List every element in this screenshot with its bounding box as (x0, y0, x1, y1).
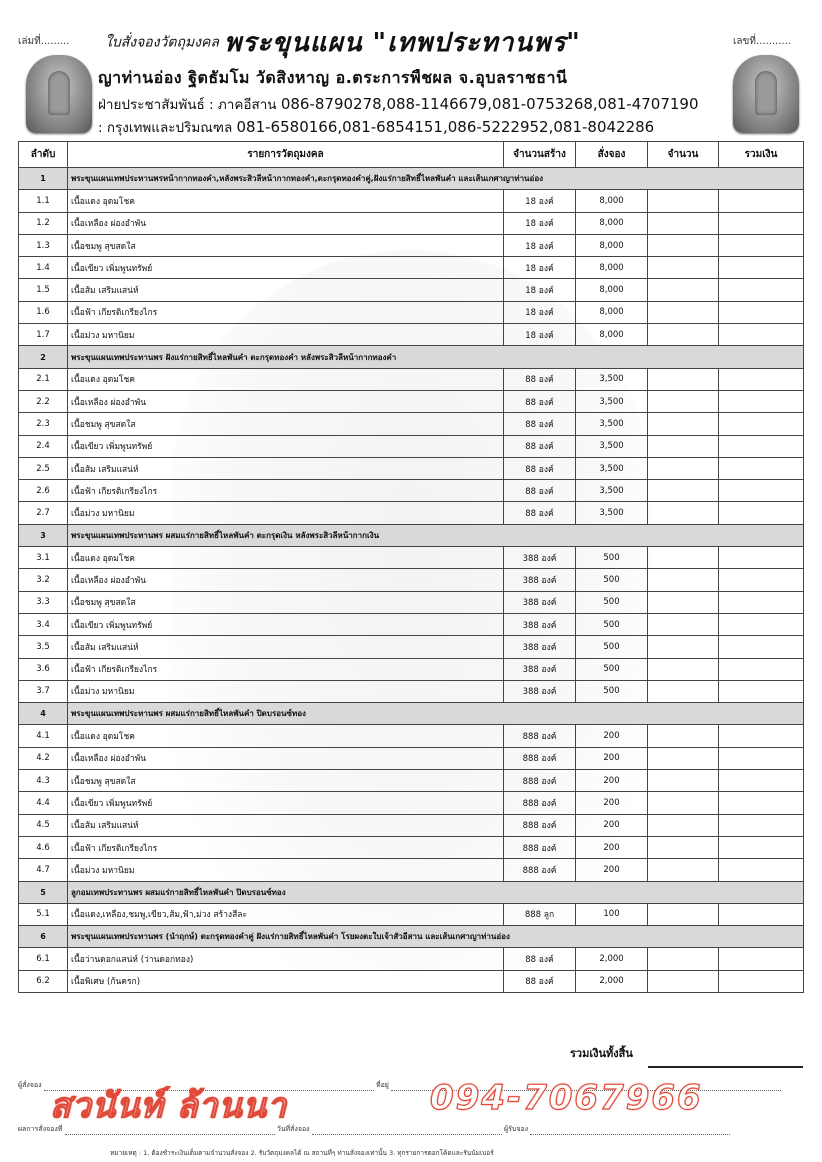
item-row (19, 234, 804, 256)
item-row (19, 257, 804, 279)
contact-bangkok-label: : กรุงเทพและปริมณฑล (98, 120, 233, 136)
item-price: 8,000 (576, 257, 648, 279)
item-name: เนื้อแดง อุดมโชค (68, 190, 504, 212)
item-price: 8,000 (576, 324, 648, 346)
section-title: พระขุนแผนเทพประทานพร (นำฤกษ์) ตะกรุดทองคำคู่ ฝังแร่กายสิทธิ์ไหลพันคำ โรยผงตะใบเจ้าสัวอีสาน และเส้นเกศาญาท่านอ่อง (68, 926, 804, 948)
section-row (19, 346, 804, 368)
item-total-field[interactable] (719, 190, 804, 212)
serial-number: เลขที่........... (733, 36, 791, 47)
item-order-qty-field[interactable] (648, 435, 719, 457)
item-number: 2.4 (19, 435, 68, 457)
order-table (18, 141, 804, 993)
item-total-field[interactable] (719, 747, 804, 769)
item-number: 4.7 (19, 859, 68, 881)
item-name: เนื้อม่วง มหานิยม (68, 680, 504, 702)
item-row (19, 770, 804, 792)
item-name: เนื้อพิเศษ (ก้นครก) (68, 970, 504, 992)
item-total-field[interactable] (719, 836, 804, 858)
item-created-qty: 888 ลูก (504, 903, 576, 925)
item-order-qty-field[interactable] (648, 212, 719, 234)
item-total-field[interactable] (719, 390, 804, 412)
item-number: 1.4 (19, 257, 68, 279)
section-title: พระขุนแผนเทพประทานพร ฝังแร่กายสิทธิ์ไหลพันคำ ตะกรุดทองคำ หลังพระสิวลีหน้ากากทองคำ (68, 346, 804, 368)
item-row (19, 948, 804, 970)
item-total-field[interactable] (719, 480, 804, 502)
receiver-field[interactable] (530, 1126, 730, 1135)
item-total-field[interactable] (719, 547, 804, 569)
section-title: พระขุนแผนเทพประทานพร ผสมแร่กายสิทธิ์ไหลพันคำ ตะกรุดเงิน หลังพระสิวลีหน้ากากเงิน (68, 524, 804, 546)
item-price: 500 (576, 591, 648, 613)
item-total-field[interactable] (719, 770, 804, 792)
item-name: เนื้อเขียว เพิ่มพูนทรัพย์ (68, 257, 504, 279)
item-price: 500 (576, 569, 648, 591)
item-row (19, 457, 804, 479)
item-order-qty-field[interactable] (648, 569, 719, 591)
item-price: 200 (576, 814, 648, 836)
item-created-qty: 88 องค์ (504, 948, 576, 970)
item-total-field[interactable] (719, 279, 804, 301)
item-number: 2.5 (19, 457, 68, 479)
item-total-field[interactable] (719, 948, 804, 970)
item-created-qty: 88 องค์ (504, 368, 576, 390)
item-order-qty-field[interactable] (648, 658, 719, 680)
item-created-qty: 88 องค์ (504, 502, 576, 524)
item-created-qty: 888 องค์ (504, 859, 576, 881)
item-order-qty-field[interactable] (648, 814, 719, 836)
item-created-qty: 388 องค์ (504, 658, 576, 680)
section-title: พระขุนแผนเทพประทานพรหน้ากากทองคำ,หลังพระสิวลีหน้ากากทองคำ,ตะกรุดทองคำคู่,ฝังแร่กายสิทธิ์ไหลพันคำ และเส้นเกศาญาท่านอ่อง (68, 168, 804, 190)
item-total-field[interactable] (719, 212, 804, 234)
item-order-qty-field[interactable] (648, 390, 719, 412)
item-number: 5.1 (19, 903, 68, 925)
item-created-qty: 18 องค์ (504, 324, 576, 346)
item-order-qty-field[interactable] (648, 234, 719, 256)
item-order-qty-field[interactable] (648, 725, 719, 747)
item-name: เนื้อเหลือง ผ่องอำพัน (68, 747, 504, 769)
section-row (19, 881, 804, 903)
item-name: เนื้อเขียว เพิ่มพูนทรัพย์ (68, 613, 504, 635)
item-number: 3.5 (19, 636, 68, 658)
footnote: หมายเหตุ : 1. ต้องชำระเงินเต็มตามจำนวนสั่งจอง 2. รับวัตถุมงคลได้ ณ สถานที่ๆ ท่านสั่งจองเท่านั้น 3. ทุกรายการตอกโค้ดและรันนัมเบอร์ (110, 1149, 494, 1157)
item-created-qty: 18 องค์ (504, 234, 576, 256)
item-row (19, 301, 804, 323)
item-created-qty: 18 องค์ (504, 212, 576, 234)
item-total-field[interactable] (719, 970, 804, 992)
item-row (19, 680, 804, 702)
item-row (19, 814, 804, 836)
item-created-qty: 18 องค์ (504, 257, 576, 279)
item-order-qty-field[interactable] (648, 948, 719, 970)
item-created-qty: 888 องค์ (504, 814, 576, 836)
item-order-qty-field[interactable] (648, 368, 719, 390)
item-total-field[interactable] (719, 502, 804, 524)
item-total-field[interactable] (719, 457, 804, 479)
item-name: เนื้อว่านดอกแสน่ห์ (ว่านดอกทอง) (68, 948, 504, 970)
item-order-qty-field[interactable] (648, 591, 719, 613)
item-row (19, 903, 804, 925)
item-created-qty: 388 องค์ (504, 591, 576, 613)
contact-bangkok (98, 116, 654, 138)
item-number: 3.7 (19, 680, 68, 702)
item-row (19, 658, 804, 680)
item-name: เนื้อฟ้า เกียรติเกรียงไกร (68, 658, 504, 680)
item-order-qty-field[interactable] (648, 480, 719, 502)
item-order-qty-field[interactable] (648, 836, 719, 858)
item-total-field[interactable] (719, 859, 804, 881)
item-row (19, 725, 804, 747)
item-row (19, 368, 804, 390)
item-name: เนื้อชมพู สุขสดใส (68, 413, 504, 435)
item-order-qty-field[interactable] (648, 257, 719, 279)
item-created-qty: 388 องค์ (504, 680, 576, 702)
item-price: 500 (576, 547, 648, 569)
section-number: 3 (19, 524, 68, 546)
header-order-price: สั่งจอง (576, 142, 648, 168)
item-created-qty: 88 องค์ (504, 457, 576, 479)
item-price: 2,000 (576, 970, 648, 992)
item-order-qty-field[interactable] (648, 413, 719, 435)
item-name: เนื้อชมพู สุขสดใส (68, 234, 504, 256)
item-name: เนื้อแดง อุดมโชค (68, 725, 504, 747)
item-total-field[interactable] (719, 257, 804, 279)
item-created-qty: 888 องค์ (504, 770, 576, 792)
item-total-field[interactable] (719, 725, 804, 747)
item-total-field[interactable] (719, 680, 804, 702)
section-number: 6 (19, 926, 68, 948)
item-row (19, 569, 804, 591)
item-number: 2.1 (19, 368, 68, 390)
item-price: 3,500 (576, 502, 648, 524)
shop-watermark-phone: 094-7067966 (430, 1078, 703, 1118)
item-order-qty-field[interactable] (648, 301, 719, 323)
item-total-field[interactable] (719, 903, 804, 925)
section-number: 1 (19, 168, 68, 190)
item-order-qty-field[interactable] (648, 747, 719, 769)
item-row (19, 435, 804, 457)
item-order-qty-field[interactable] (648, 859, 719, 881)
amulet-back-image (733, 55, 799, 133)
item-order-qty-field[interactable] (648, 457, 719, 479)
item-created-qty: 388 องค์ (504, 569, 576, 591)
item-price: 8,000 (576, 301, 648, 323)
item-order-qty-field[interactable] (648, 279, 719, 301)
item-name: เนื้อชมพู สุขสดใส (68, 591, 504, 613)
item-name: เนื้อชมพู สุขสดใส (68, 770, 504, 792)
section-row (19, 926, 804, 948)
amulet-front-image (26, 55, 92, 133)
item-number: 2.2 (19, 390, 68, 412)
item-total-field[interactable] (719, 301, 804, 323)
item-created-qty: 88 องค์ (504, 480, 576, 502)
item-name: เนื้อเขียว เพิ่มพูนทรัพย์ (68, 435, 504, 457)
item-price: 3,500 (576, 457, 648, 479)
item-number: 4.1 (19, 725, 68, 747)
item-name: เนื้อเหลือง ผ่องอำพัน (68, 390, 504, 412)
item-price: 500 (576, 613, 648, 635)
item-total-field[interactable] (719, 234, 804, 256)
orderer-label: ผู้สั่งจอง (18, 1081, 42, 1089)
header-item: รายการวัตถุมงคล (68, 142, 504, 168)
form-title: ใบสั่งจองวัตถุมงคล (105, 34, 219, 51)
item-price: 200 (576, 747, 648, 769)
item-number: 1.2 (19, 212, 68, 234)
item-order-qty-field[interactable] (648, 903, 719, 925)
item-name: เนื้อส้ม เสริมแสน่ห์ (68, 636, 504, 658)
item-price: 8,000 (576, 190, 648, 212)
item-price: 8,000 (576, 212, 648, 234)
item-price: 500 (576, 636, 648, 658)
section-row (19, 524, 804, 546)
item-total-field[interactable] (719, 569, 804, 591)
header-index: ลำดับ (19, 142, 68, 168)
item-price: 3,500 (576, 368, 648, 390)
header-created: จำนวนสร้าง (504, 142, 576, 168)
section-row (19, 168, 804, 190)
grand-total-field[interactable] (648, 1066, 803, 1068)
item-order-qty-field[interactable] (648, 792, 719, 814)
item-total-field[interactable] (719, 591, 804, 613)
item-row (19, 859, 804, 881)
contact-northeast (98, 93, 699, 115)
item-created-qty: 88 องค์ (504, 970, 576, 992)
item-number: 3.1 (19, 547, 68, 569)
receiver-label: ผู้รับจอง (504, 1125, 529, 1133)
shop-watermark-name: สวนันท์ ล้านนา (50, 1086, 288, 1126)
item-number: 2.3 (19, 413, 68, 435)
item-name: เนื้อส้ม เสริมแสน่ห์ (68, 457, 504, 479)
item-created-qty: 888 องค์ (504, 725, 576, 747)
item-price: 3,500 (576, 480, 648, 502)
item-name: เนื้อฟ้า เกียรติเกรียงไกร (68, 836, 504, 858)
item-row (19, 613, 804, 635)
amulet-name: พระขุนแผน "เทพประทานพร" (224, 28, 581, 58)
item-order-qty-field[interactable] (648, 636, 719, 658)
item-price: 8,000 (576, 234, 648, 256)
item-row (19, 547, 804, 569)
contact-northeast-label: ฝ่ายประชาสัมพันธ์ : ภาคอีสาน (98, 97, 277, 113)
item-price: 2,000 (576, 948, 648, 970)
item-total-field[interactable] (719, 368, 804, 390)
item-row (19, 190, 804, 212)
item-row (19, 970, 804, 992)
item-number: 4.3 (19, 770, 68, 792)
item-number: 3.4 (19, 613, 68, 635)
item-order-qty-field[interactable] (648, 324, 719, 346)
item-price: 8,000 (576, 279, 648, 301)
section-row (19, 703, 804, 725)
item-total-field[interactable] (719, 413, 804, 435)
item-created-qty: 18 องค์ (504, 301, 576, 323)
grand-total-label: รวมเงินทั้งสิ้น (570, 1047, 633, 1060)
item-number: 4.2 (19, 747, 68, 769)
item-price: 500 (576, 658, 648, 680)
item-price: 500 (576, 680, 648, 702)
item-row (19, 324, 804, 346)
item-number: 1.5 (19, 279, 68, 301)
item-total-field[interactable] (719, 435, 804, 457)
item-row (19, 390, 804, 412)
item-name: เนื้อเหลือง ผ่องอำพัน (68, 569, 504, 591)
item-total-field[interactable] (719, 658, 804, 680)
contact-bangkok-phones: 081-6580166,081-6854151,086-5222952,081-8042286 (236, 118, 655, 136)
item-row (19, 836, 804, 858)
item-number: 1.6 (19, 301, 68, 323)
item-price: 3,500 (576, 413, 648, 435)
item-total-field[interactable] (719, 814, 804, 836)
item-name: เนื้อม่วง มหานิยม (68, 324, 504, 346)
item-total-field[interactable] (719, 636, 804, 658)
item-name: เนื้อแดง อุดมโชค (68, 368, 504, 390)
item-created-qty: 88 องค์ (504, 390, 576, 412)
item-name: เนื้อม่วง มหานิยม (68, 502, 504, 524)
item-order-qty-field[interactable] (648, 770, 719, 792)
item-created-qty: 388 องค์ (504, 613, 576, 635)
item-name: เนื้อแดง,เหลือง,ชมพู,เขียว,ส้ม,ฟ้า,ม่วง สร้างสีละ (68, 903, 504, 925)
item-number: 1.3 (19, 234, 68, 256)
contact-northeast-phones: 086-8790278,088-1146679,081-0753268,081-4707190 (280, 95, 699, 113)
item-price: 200 (576, 770, 648, 792)
item-row (19, 636, 804, 658)
date-field[interactable] (312, 1126, 502, 1135)
section-title: ลูกอมเทพประทานพร ผสมแร่กายสิทธิ์ไหลพันคำ ปิดบรอนซ์ทอง (68, 881, 804, 903)
item-total-field[interactable] (719, 792, 804, 814)
item-name: เนื้อเหลือง ผ่องอำพัน (68, 212, 504, 234)
item-row (19, 591, 804, 613)
item-order-qty-field[interactable] (648, 190, 719, 212)
item-name: เนื้อแดง อุดมโชค (68, 547, 504, 569)
item-name: เนื้อฟ้า เกียรติเกรียงไกร (68, 301, 504, 323)
header-quantity: จำนวน (648, 142, 719, 168)
book-number: เล่มที่......... (18, 36, 70, 47)
item-number: 6.2 (19, 970, 68, 992)
date-label: วันที่สั่งจอง (276, 1125, 310, 1133)
item-created-qty: 88 องค์ (504, 413, 576, 435)
item-row (19, 502, 804, 524)
item-created-qty: 388 องค์ (504, 547, 576, 569)
section-number: 5 (19, 881, 68, 903)
item-created-qty: 18 องค์ (504, 190, 576, 212)
item-number: 3.3 (19, 591, 68, 613)
item-created-qty: 888 องค์ (504, 747, 576, 769)
item-row (19, 480, 804, 502)
section-number: 2 (19, 346, 68, 368)
section-title: พระขุนแผนเทพประทานพร ผสมแร่กายสิทธิ์ไหลพันคำ ปิดบรอนซ์ทอง (68, 703, 804, 725)
item-number: 4.5 (19, 814, 68, 836)
item-order-qty-field[interactable] (648, 970, 719, 992)
item-price: 200 (576, 859, 648, 881)
item-number: 2.6 (19, 480, 68, 502)
item-number: 4.6 (19, 836, 68, 858)
table-header-row (19, 142, 804, 168)
header-total: รวมเงิน (719, 142, 804, 168)
item-name: เนื้อฟ้า เกียรติเกรียงไกร (68, 480, 504, 502)
subtitle: ญาท่านอ่อง ฐิตธัมโม วัดสิงหาญ อ.ตระการพืชผล จ.อุบลราชธานี (98, 68, 568, 87)
table-body (19, 168, 804, 993)
item-name: เนื้อม่วง มหานิยม (68, 859, 504, 881)
item-name: เนื้อส้ม เสริมแสน่ห์ (68, 814, 504, 836)
item-price: 200 (576, 725, 648, 747)
item-order-qty-field[interactable] (648, 502, 719, 524)
item-created-qty: 18 องค์ (504, 279, 576, 301)
item-order-qty-field[interactable] (648, 680, 719, 702)
page-title (105, 22, 725, 63)
item-created-qty: 388 องค์ (504, 636, 576, 658)
item-number: 3.6 (19, 658, 68, 680)
item-price: 100 (576, 903, 648, 925)
item-number: 4.4 (19, 792, 68, 814)
item-row (19, 747, 804, 769)
item-row (19, 792, 804, 814)
item-number: 6.1 (19, 948, 68, 970)
item-price: 200 (576, 836, 648, 858)
item-row (19, 413, 804, 435)
item-total-field[interactable] (719, 324, 804, 346)
item-number: 2.7 (19, 502, 68, 524)
item-row (19, 279, 804, 301)
item-name: เนื้อส้ม เสริมแสน่ห์ (68, 279, 504, 301)
item-row (19, 212, 804, 234)
item-name: เนื้อเขียว เพิ่มพูนทรัพย์ (68, 792, 504, 814)
section-number: 4 (19, 703, 68, 725)
item-total-field[interactable] (719, 613, 804, 635)
item-price: 3,500 (576, 435, 648, 457)
item-created-qty: 888 องค์ (504, 792, 576, 814)
item-price: 200 (576, 792, 648, 814)
item-number: 1.7 (19, 324, 68, 346)
item-order-qty-field[interactable] (648, 547, 719, 569)
address-label: ที่อยู่ (375, 1081, 389, 1089)
item-number: 3.2 (19, 569, 68, 591)
item-order-qty-field[interactable] (648, 613, 719, 635)
item-number: 1.1 (19, 190, 68, 212)
item-created-qty: 88 องค์ (504, 435, 576, 457)
item-created-qty: 888 องค์ (504, 836, 576, 858)
recorder-label: ผลการสั่งจองที่ (18, 1125, 63, 1133)
item-price: 3,500 (576, 390, 648, 412)
